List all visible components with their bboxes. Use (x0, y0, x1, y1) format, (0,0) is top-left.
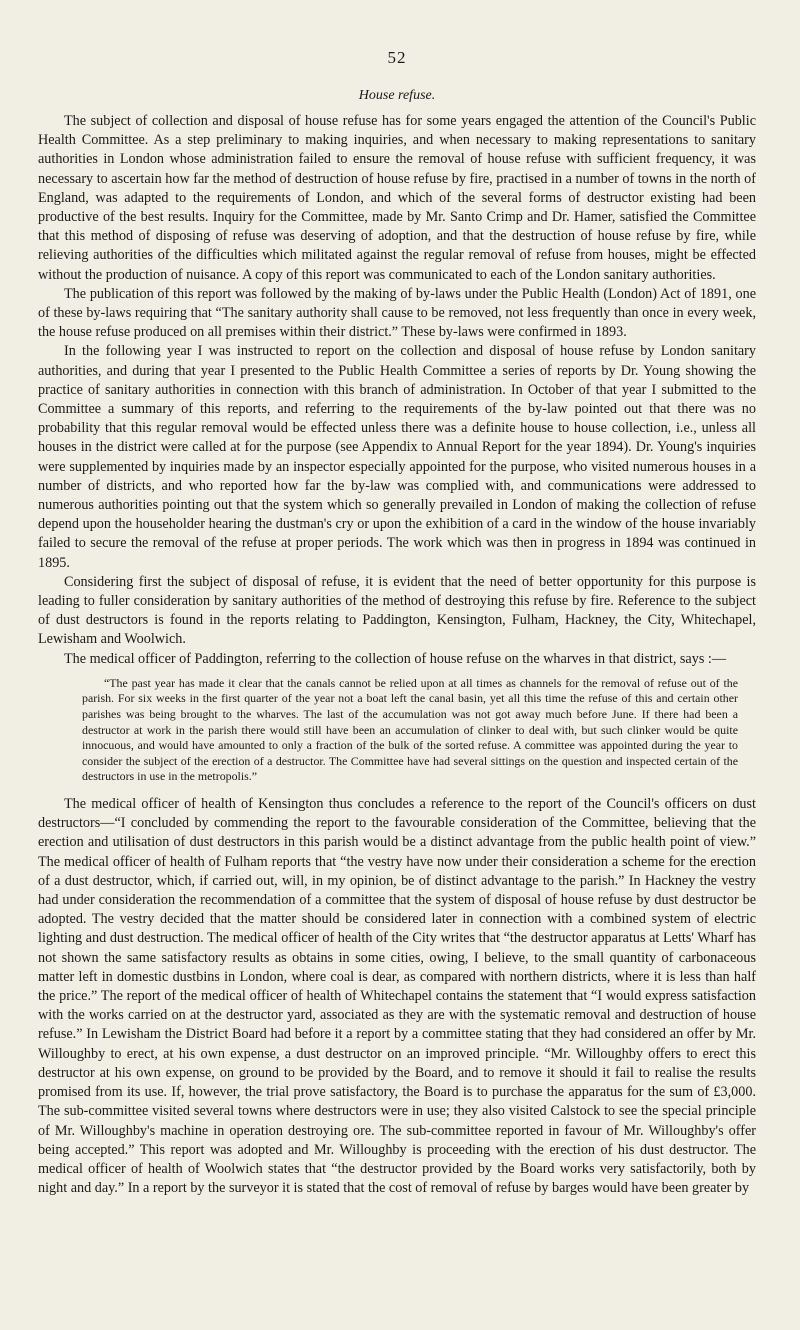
section-title: House refuse. (358, 88, 436, 103)
paragraph-by-laws: The publication of this report was followed by the making of by-laws under the Public Health (London) Act of 1891, one of these by-laws requiring that “The sanitary authority shall cause to be removed, not less frequently than once in every week, the house refuse produced on all premises within their district.” These by-laws were confirmed in 1893. (38, 285, 756, 341)
paddington-quote: “The past year has made it clear that the canals cannot be relied upon at all times as channels for the removal of refuse out of the parish. For six weeks in the first quarter of the year not a boat left the canal basin, yet all this time the refuse of this and certain other parishes was being brought to the wharves. The last of the accumulation was not got away much before June. If there had been a destructor at work in the parish there would still have been an accumulation of clinker to deal with, but such clinker would be quite innocuous, and would have amounted to only a fraction of the bulk of the sorted refuse. A committee was appointed during the year to consider the subject of the erection of a destructor. The Committee have had several sittings on the question and inspected certain of the destructors in use in the metropolis.” (82, 675, 738, 784)
paragraph-paddington: The medical officer of Paddington, referring to the collection of house refuse on the wharves in that district, says :— (64, 650, 727, 667)
paragraph-reports: In the following year I was instructed to report on the collection and disposal of house refuse by London sanitary authorities, and during that year I presented to the Public Health Committee a series of reports by Dr. Young showing the practice of sanitary authorities in connection with this branch of administration. In October of that year I submitted to the Committee a summary of this reports, and referring to the requirements of the by-law pointed out that there was no probability that this regular removal would be effected unless there was a definite house to house collection, i.e., unless all houses in the district were called at for the purpose (see Appendix to Annual Report for the year 1894). Dr. Young's inquiries were supplemented by inquiries made by an inspector especially appointed for the purpose, who visited numerous houses in a number of districts, and who reported how far the by-law was complied with, and communications were addressed to numerous authorities pointing out that the system which so generally prevailed in London of making the collection of refuse depend upon the householder hearing the dustman's cry or upon the exhibition of a card in the window of the house invariably failed to secure the removal of the refuse at proper periods. The work which was then in progress in 1894 was continued in 1895. (38, 343, 756, 571)
paragraph-collection-disposal: The subject of collection and disposal of house refuse has for some years engaged the attention of the Council's Public Health Committee. As a step preliminary to making inquiries, and when necessary to making representations to sanitary authorities in London whose administration failed to ensure the removal of house refuse with sufficient frequency, it was necessary to ascertain how far the method of destruction of house refuse by fire, practised in a number of towns in the north of England, was adapted to the requirements of London, and which of the several forms of destructor existing had been productive of the best results. Inquiry for the Committee, made by Mr. Santo Crimp and Dr. Hamer, satisfied the Committee that this method of disposing of refuse was deserving of adoption, and that the destruction of house refuse by fire, while relieving authorities of the difficulties which militated against the regular removal of refuse from houses, might be effected without the production of nuisance. A copy of this report was communicated to each of the London sanitary authorities. (38, 113, 756, 283)
paragraph-disposal: Considering first the subject of disposal of refuse, it is evident that the need of better opportunity for this purpose is leading to fuller consideration by sanitary authorities of the method of destroying this refuse by fire. Reference to the subject of dust destructors is found in the reports relating to Paddington, Kensington, Fulham, Hackney, the City, Whitechapel, Lewisham and Woolwich. (38, 573, 756, 648)
paragraph-district-reports: The medical officer of health of Kensington thus concludes a reference to the report of the Council's officers on dust destructors—“I concluded by commending the report to the favourable consideration of the Committee, believing that the erection and utilisation of dust destructors in this parish would be a distinct advantage from the public health point of view.” The medical officer of health of Fulham reports that “the vestry have now under their consideration a scheme for the erection of a dust destructor, which, if carried out, will, in my opinion, be of distinct advantage to the parish.” In Hackney the vestry had under consideration the recommendation of a committee that the system of disposal of house refuse by dust destructor be adopted. The vestry decided that the matter should be considered later in connection with a combined system of electric lighting and dust destruction. The medical officer of health of the City writes that “the destructor apparatus at Letts' Wharf has not shown the same satisfactory results as obtains in some cities, owing, I believe, to the small quantity of carbonaceous matter left in domestic dustbins in London, where coal is dear, as compared with northern districts, where it is less than half the price.” The report of the medical officer of health of Whitechapel contains the statement that “I would express satisfaction with the works carried on at the destructor yard, associated as they are with the systematic removal and destruction of house refuse.” In Lewisham the District Board had before it a report by a committee stating that they had considered an offer by Mr. Willoughby to erect, at his own expense, a dust destructor on an improved principle. “Mr. Willoughby offers to erect this destructor at his own expense, on ground to be provided by the Board, and to remove it should it fail to realise the results promised from its use. If, however, the trial prove satisfactory, the Board is to purchase the apparatus for the sum of £3,000. The sub-committee visited several towns where destructors were in use; they also visited Calstock to see the special principle of Mr. Willoughby's machine in operation destroying ore. The sub-committee reported in favour of Mr. Willoughby's offer being accepted.” This report was adopted and Mr. Willoughby is proceeding with the erection of his dust destructor. The medical officer of health of Woolwich states that “the destructor provided by the Board works very satisfactorily, both by night and day.” In a report by the surveyor it is stated that the cost of removal of refuse by barges would have been greater by (38, 796, 756, 1197)
page-number: 52 (387, 48, 407, 67)
